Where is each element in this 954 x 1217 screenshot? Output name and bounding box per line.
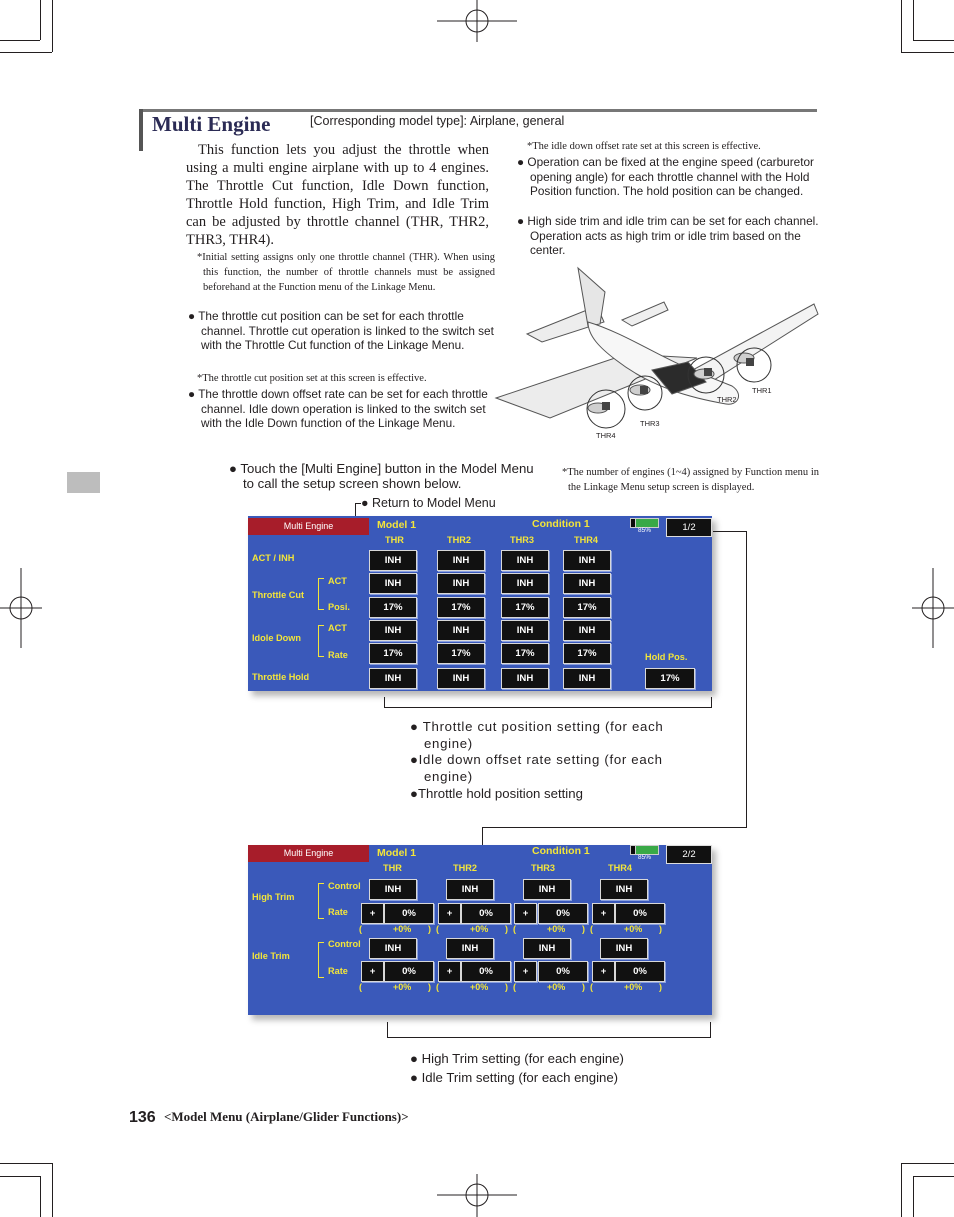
high-rate-button-thr4[interactable]: 0% [615,903,665,924]
column-header-thr4: THR4 [608,863,632,873]
model-name: Model 1 [377,847,417,859]
idle-act-button-thr3[interactable]: INH [501,620,549,641]
model-type-label: [Corresponding model type]: Airplane, general [310,114,565,128]
battery-percent: 85% [638,854,652,861]
idle-rate-sign-thr3[interactable]: + [514,961,537,982]
idle-rate-sign-thr2[interactable]: + [438,961,461,982]
high-rate-button-thr3[interactable]: 0% [538,903,588,924]
hold-button-thr2[interactable]: INH [437,668,485,689]
paren-close: ) [428,982,431,992]
cut-act-button-thr4[interactable]: INH [563,573,611,594]
note-idle-trim: ● Idle Trim setting (for each engine) [410,1070,619,1085]
paren-close: ) [428,924,431,934]
idle-actual-thr3: +0% [547,982,566,992]
notes-bracket [387,1037,711,1038]
label-idle-act: ACT [328,623,347,633]
page-indicator[interactable]: 1/2 [666,518,712,537]
cut-position-button-thr[interactable]: 17% [369,597,417,618]
high-rate-button-thr[interactable]: 0% [384,903,434,924]
return-label: ● Return to Model Menu [361,496,496,510]
idle-rate-button-thr3[interactable]: 0% [538,961,588,982]
page-connector-line [482,827,747,828]
note-idle-offset: ●Idle down offset rate setting (for each engine) [410,752,663,784]
bullet-hold-position: ● Operation can be fixed at the engine speed (carburetor opening angle) for each throttle channel with the Hold Position function. The hold position can be changed. [517,155,814,199]
idle-control-button-thr4[interactable]: INH [600,938,648,959]
bracket [318,578,324,610]
label-idle-trim: Idle Trim [252,951,290,961]
label-thr3: THR3 [640,419,660,428]
high-rate-sign-thr[interactable]: + [361,903,384,924]
cut-position-button-thr4[interactable]: 17% [563,597,611,618]
paren-close: ) [505,982,508,992]
idle-control-button-thr2[interactable]: INH [446,938,494,959]
column-header-thr: THR [383,863,402,873]
act-inh-button-thr4[interactable]: INH [563,550,611,571]
cut-act-button-thr2[interactable]: INH [437,573,485,594]
paren-open: ( [359,982,362,992]
label-hold-pos: Hold Pos. [645,652,688,662]
engines-note: *The number of engines (1~4) assigned by Function menu in the Linkage Menu setup screen is displayed. [562,467,819,493]
high-rate-button-thr2[interactable]: 0% [461,903,511,924]
idle-actual-thr4: +0% [624,982,643,992]
idle-actual-thr2: +0% [470,982,489,992]
act-inh-button-thr3[interactable]: INH [501,550,549,571]
paren-close: ) [659,982,662,992]
column-header-thr3: THR3 [510,535,534,545]
label-act-inh: ACT / INH [252,553,295,563]
act-inh-button-thr[interactable]: INH [369,550,417,571]
idle-rate-sign-thr[interactable]: + [361,961,384,982]
cut-position-button-thr3[interactable]: 17% [501,597,549,618]
column-header-thr2: THR2 [447,535,471,545]
note-initial-setting: *Initial setting assigns only one throttle channel (THR). When using this function, the number of throttle channels must be assigned beforehand at the Function menu of the Linkage Menu. [197,252,495,293]
cut-position-button-thr2[interactable]: 17% [437,597,485,618]
bracket [318,883,324,919]
page-connector-line [746,531,747,828]
bullet-idle-down: ● The throttle down offset rate can be set for each throttle channel. Idle down operation is linked to the switch set with the Idle Down function of the Linkage Menu. [188,387,488,431]
high-control-button-thr4[interactable]: INH [600,879,648,900]
idle-rate-button-thr2[interactable]: 17% [437,643,485,664]
label-thr2: THR2 [717,395,737,404]
label-throttle-cut: Throttle Cut [252,590,305,600]
paren-open: ( [513,924,516,934]
note-hold-position: ●Throttle hold position setting [410,786,583,801]
idle-act-button-thr[interactable]: INH [369,620,417,641]
label-throttle-hold: Throttle Hold [252,672,310,682]
high-control-button-thr3[interactable]: INH [523,879,571,900]
column-header-thr3: THR3 [531,863,555,873]
screen-page-2 [248,845,712,1015]
callout-line [355,503,356,517]
bullet-throttle-cut: ● The throttle cut position can be set for each throttle channel. Throttle cut operation is linked to the switch set with the Throttle Cut function of the Linkage Menu. [188,309,494,353]
screen-title-button[interactable]: Multi Engine [248,845,369,862]
paren-open: ( [513,982,516,992]
idle-rate-button-thr3[interactable]: 17% [501,643,549,664]
label-thr1: THR1 [752,386,772,395]
high-rate-sign-thr3[interactable]: + [514,903,537,924]
battery-percent: 85% [638,527,652,534]
label-high-trim: High Trim [252,892,295,902]
high-actual-thr2: +0% [470,924,489,934]
note-high-trim: ● High Trim setting (for each engine) [410,1051,624,1066]
idle-act-button-thr2[interactable]: INH [437,620,485,641]
column-header-thr: THR [385,535,404,545]
paren-close: ) [582,982,585,992]
label-thr4: THR4 [596,431,616,440]
paren-open: ( [590,982,593,992]
notes-bracket [710,1022,711,1038]
idle-rate-button-thr2[interactable]: 0% [461,961,511,982]
bullet-trim: ● High side trim and idle trim can be set for each channel. Operation acts as high trim or idle trim based on the center. [517,214,819,258]
paren-open: ( [436,982,439,992]
high-actual-thr4: +0% [624,924,643,934]
paren-close: ) [659,924,662,934]
high-actual-thr3: +0% [547,924,566,934]
airplane-illustration [492,262,822,452]
idle-rate-button-thr4[interactable]: 17% [563,643,611,664]
high-rate-sign-thr4[interactable]: + [592,903,615,924]
hold-button-thr[interactable]: INH [369,668,417,689]
screen-title-button[interactable]: Multi Engine [248,518,369,535]
label-cut-act: ACT [328,576,347,586]
intro-paragraph: This function lets you adjust the throttle when using a multi engine airplane with up to 4 engines. The Throttle Cut function, Idle Down function, Throttle Hold function, High Trim, and Idle Trim can be adjusted by throttle channel (THR, THR2, THR3, THR4). [186,142,489,248]
notes-bracket [387,1022,388,1038]
screen-page-1 [248,516,712,691]
paren-open: ( [436,924,439,934]
idle-act-button-thr4[interactable]: INH [563,620,611,641]
condition-name: Condition 1 [532,845,590,857]
section-tab [67,472,100,493]
label-cut-posi: Posi. [328,602,350,612]
paren-open: ( [359,924,362,934]
column-header-thr4: THR4 [574,535,598,545]
page-title: Multi Engine [152,112,271,136]
page-connector-line [482,827,483,845]
condition-name: Condition 1 [532,518,590,530]
label-idle-control: Control [328,939,361,949]
idle-rate-button-thr4[interactable]: 0% [615,961,665,982]
notes-bracket [711,697,712,708]
hold-button-thr4[interactable]: INH [563,668,611,689]
cut-act-button-thr3[interactable]: INH [501,573,549,594]
idle-rate-button-thr[interactable]: 17% [369,643,417,664]
act-inh-button-thr2[interactable]: INH [437,550,485,571]
high-control-button-thr[interactable]: INH [369,879,417,900]
page-connector-line [713,531,747,532]
idle-control-button-thr3[interactable]: INH [523,938,571,959]
label-high-rate: Rate [328,907,348,917]
idle-rate-sign-thr4[interactable]: + [592,961,615,982]
touch-instruction: ● Touch the [Multi Engine] button in the Model Menu to call the setup screen shown below. [229,461,534,491]
label-idle-rate: Rate [328,650,348,660]
note-throttle-cut: *The throttle cut position set at this screen is effective. [197,373,427,384]
high-actual-thr: +0% [393,924,412,934]
notes-bracket [384,707,712,708]
hold-position-button[interactable]: 17% [645,668,695,689]
paren-close: ) [505,924,508,934]
bracket [318,625,324,657]
paren-close: ) [582,924,585,934]
label-idle-rate: Rate [328,966,348,976]
label-high-control: Control [328,881,361,891]
paren-open: ( [590,924,593,934]
page-indicator[interactable]: 2/2 [666,845,712,864]
cut-act-button-thr[interactable]: INH [369,573,417,594]
column-header-thr2: THR2 [453,863,477,873]
page-number: 136 [129,1109,156,1126]
note-idle-down: *The idle down offset rate set at this screen is effective. [527,141,761,152]
header-bar [139,109,143,151]
high-rate-sign-thr2[interactable]: + [438,903,461,924]
bracket [318,942,324,978]
model-name: Model 1 [377,519,417,531]
note-cut-position: ● Throttle cut position setting (for each engine) [410,719,664,751]
hold-button-thr3[interactable]: INH [501,668,549,689]
idle-actual-thr: +0% [393,982,412,992]
idle-rate-button-thr[interactable]: 0% [384,961,434,982]
idle-control-button-thr[interactable]: INH [369,938,417,959]
high-control-button-thr2[interactable]: INH [446,879,494,900]
section-footer: <Model Menu (Airplane/Glider Functions)> [164,1109,409,1124]
label-idle-down: Idole Down [252,633,301,643]
